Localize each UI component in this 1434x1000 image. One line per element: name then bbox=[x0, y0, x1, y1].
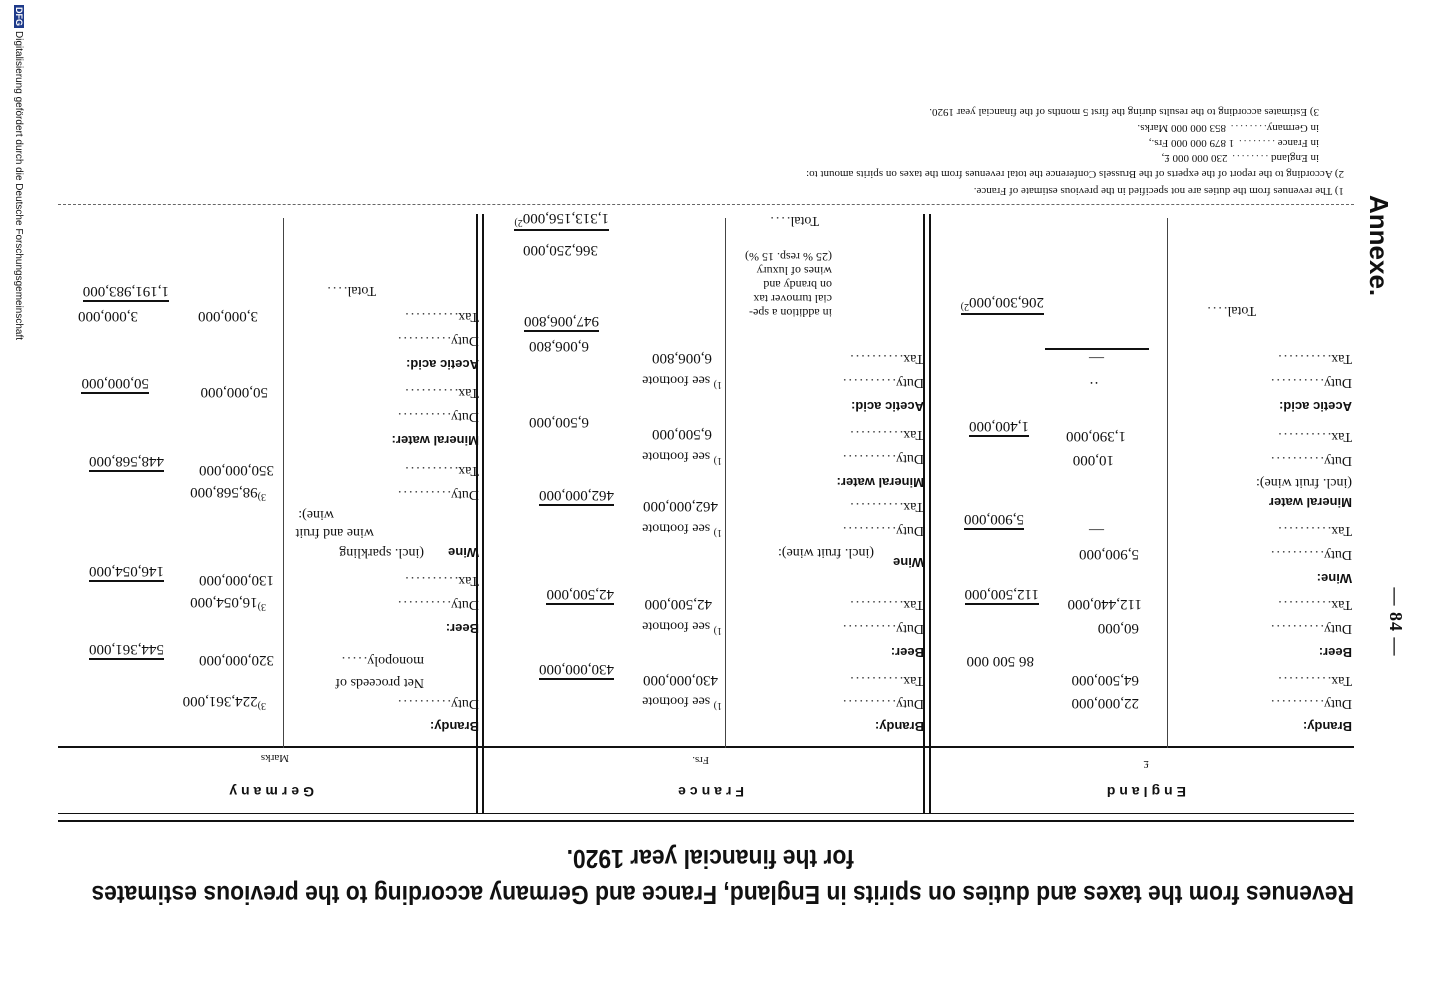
england-beer-tax: 112,440,000 bbox=[1067, 596, 1142, 612]
france-beer-total: 42,500,000 bbox=[547, 585, 615, 605]
france-wine-duty-label: Duty.......... bbox=[841, 523, 924, 538]
england-beer-label: Beer: bbox=[1318, 645, 1352, 660]
france-grand-total: 1,313,156,000$^{2)}$ bbox=[514, 209, 609, 231]
france-wine-tax-label: Tax.......... bbox=[848, 499, 924, 514]
germany-beer-duty: $^{3)}$16,054,000 bbox=[190, 594, 266, 612]
footnote-2: 2) According to the report of the experts of the Brussels Conference the total revenues from the taxes on spirits amount to: bbox=[806, 168, 1344, 180]
england-brandy-tax-label: Tax.......... bbox=[1276, 673, 1352, 688]
table-top-rule bbox=[58, 820, 1354, 822]
footnote-rule bbox=[58, 204, 1354, 205]
england-wine-tax-label: Tax.......... bbox=[1276, 523, 1352, 538]
england-beer-duty-label: Duty.......... bbox=[1269, 621, 1352, 636]
england-mineral-water-duty-label: Duty.......... bbox=[1269, 453, 1352, 468]
france-total-label: Total.... bbox=[768, 213, 819, 228]
germany-acetic-acid-tax: 3,000,000 bbox=[198, 308, 258, 324]
france-brandy-duty: $^{1)}$ see footnote bbox=[642, 693, 722, 711]
germany-mineral-water-duty-label: Duty.......... bbox=[396, 409, 479, 424]
germany-brandy-total: 544,361,000 bbox=[89, 640, 164, 660]
england-mineral-water-total: 1,400,000 bbox=[969, 417, 1029, 437]
france-addition-value: 366,250,000 bbox=[523, 242, 598, 258]
england-acetic-acid-tax-label: Tax.......... bbox=[1276, 351, 1352, 366]
france-wine-label2: (incl. fruit wine): bbox=[777, 545, 874, 560]
germany-beer-label: Beer: bbox=[445, 621, 479, 636]
france-mineral-water-total: 6,500,000 bbox=[529, 414, 589, 430]
germany-acetic-acid-tax-label: Tax.......... bbox=[403, 309, 479, 324]
england-acetic-acid-duty: ·· bbox=[1089, 374, 1099, 390]
germany-mineral-water-tax-label: Tax.......... bbox=[403, 385, 479, 400]
germany-beer-tax: 130,000,000 bbox=[199, 572, 274, 588]
germany-mineral-water-label: Mineral water: bbox=[391, 433, 479, 448]
france-wine-duty: $^{1)}$ see footnote bbox=[642, 520, 722, 538]
footnote-2-england: in England ........ 230 000 000 £, bbox=[1161, 152, 1319, 164]
france-brandy-duty-label: Duty.......... bbox=[841, 696, 924, 711]
table-top-rule-thin bbox=[58, 813, 1354, 814]
england-mineral-water-tax-label: Tax.......... bbox=[1276, 429, 1352, 444]
germany-acetic-acid-duty-label: Duty.......... bbox=[396, 333, 479, 348]
germany-wine-label: Wine bbox=[448, 545, 479, 560]
france-beer-tax: 42,500,000 bbox=[644, 596, 712, 612]
germany-beer-duty-label: Duty.......... bbox=[396, 597, 479, 612]
france-subtotal: 947,006,800 bbox=[524, 312, 599, 332]
france-acetic-acid-total: 6,006,800 bbox=[529, 338, 589, 354]
germany-brandy-duty-label: Duty.......... bbox=[396, 696, 479, 711]
france-acetic-acid-label: Acetic acid: bbox=[851, 399, 924, 414]
england-beer-total: 112,500,000 bbox=[965, 585, 1039, 605]
england-beer-tax-label: Tax.......... bbox=[1276, 597, 1352, 612]
footnote-2-france: in France ........ 1 879 000 000 Frs., bbox=[1148, 137, 1319, 149]
germany-total-label: Total.... bbox=[325, 283, 376, 298]
england-mineral-water-label2: (incl. fruit wine): bbox=[1255, 475, 1352, 490]
england-brandy-duty: 22,000,000 bbox=[1071, 695, 1139, 711]
france-wine-label: Wine bbox=[893, 555, 924, 570]
france-acetic-acid-tax: 6,006,800 bbox=[652, 350, 712, 366]
england-acetic-acid-label: Acetic acid: bbox=[1279, 399, 1352, 414]
germany-wine-duty: $^{3)}$98,568,000 bbox=[190, 484, 266, 502]
france-beer-duty: $^{1)}$ see footnote bbox=[642, 618, 722, 636]
germany-wine-tax-label: Tax.......... bbox=[403, 463, 479, 478]
germany-beer-total: 146,054,000 bbox=[89, 562, 164, 582]
digitization-notice-text: Digitalisierung gefördert durch die Deutsche Forschungsgemeinschaft bbox=[13, 31, 24, 341]
england-brandy-duty-label: Duty.......... bbox=[1269, 696, 1352, 711]
france-brandy-label: Brandy: bbox=[874, 719, 924, 734]
subcolumn-divider bbox=[1167, 218, 1168, 748]
dfg-logo: DFG bbox=[14, 7, 24, 26]
france-beer-label: Beer: bbox=[890, 645, 924, 660]
france-addition-text: in addition a spe- cial turnover tax on brandy and wines of luxury (25 % resp. 15 %) bbox=[745, 250, 832, 320]
france-beer-tax-label: Tax.......... bbox=[848, 597, 924, 612]
france-wine-total: 462,000,000 bbox=[539, 486, 614, 506]
column-unit-france: Frs. bbox=[692, 754, 709, 766]
germany-brandy-label: Brandy: bbox=[429, 719, 479, 734]
england-sum-rule bbox=[1045, 348, 1149, 350]
germany-wine-duty-label: Duty.......... bbox=[396, 487, 479, 502]
germany-acetic-acid-total: 3,000,000 bbox=[78, 308, 138, 324]
column-divider bbox=[923, 214, 931, 814]
column-header-france: France bbox=[674, 784, 744, 800]
column-header-germany: Germany bbox=[225, 784, 314, 800]
france-beer-duty-label: Duty.......... bbox=[841, 621, 924, 636]
england-acetic-acid-tax: — bbox=[1089, 350, 1104, 366]
france-mineral-water-label: Mineral water: bbox=[836, 475, 924, 490]
england-brandy-label: Brandy: bbox=[1302, 719, 1352, 734]
page-title-line2: for the financial year 1920. bbox=[566, 844, 854, 874]
england-brandy-total: 86 500 000 bbox=[966, 653, 1034, 669]
footnote-1: 1) The revenues from the duties are not specified in the previous estimate of France. bbox=[973, 185, 1344, 197]
germany-wine-label3: wine and fruit bbox=[295, 525, 374, 540]
france-brandy-tax: 430,000,000 bbox=[643, 672, 718, 688]
germany-wine-total: 448,568,000 bbox=[89, 452, 164, 472]
england-brandy-tax: 64,500,000 bbox=[1071, 672, 1139, 688]
germany-mineral-water-tax: 50,000,000 bbox=[200, 384, 268, 400]
france-brandy-total: 430,000,000 bbox=[539, 660, 614, 680]
germany-wine-label2: (incl. sparkling bbox=[339, 545, 424, 560]
germany-mineral-water-total: 50,000,000 bbox=[82, 374, 150, 394]
england-wine-total: 5,900,000 bbox=[964, 510, 1024, 530]
england-mineral-water-tax: 1,390,000 bbox=[1066, 428, 1126, 444]
germany-acetic-acid-label: Acetic acid: bbox=[406, 357, 479, 372]
column-unit-england: £ bbox=[1143, 758, 1149, 770]
germany-brandy-duty: $^{3)}$224,361,000 bbox=[182, 693, 266, 711]
footnote-2-germany: in Germany........ 853 000 000 Marks. bbox=[1137, 122, 1319, 134]
england-wine-tax: — bbox=[1089, 522, 1104, 538]
england-beer-duty: 60,000 bbox=[1097, 620, 1139, 636]
germany-brandy-tax-label2: monopoly..... bbox=[339, 653, 424, 668]
england-wine-label: Wine: bbox=[1316, 571, 1352, 586]
england-acetic-acid-duty-label: Duty.......... bbox=[1269, 375, 1352, 390]
france-mineral-water-duty-label: Duty.......... bbox=[841, 451, 924, 466]
england-wine-duty-label: Duty.......... bbox=[1269, 547, 1352, 562]
england-mineral-water-label: Mineral water bbox=[1268, 495, 1352, 510]
germany-wine-label4: wine): bbox=[298, 507, 334, 522]
page-number: — 84 — bbox=[1386, 587, 1406, 657]
digitization-notice bbox=[13, 5, 24, 405]
germany-brandy-tax-label: Net proceeds of bbox=[335, 675, 424, 690]
side-header: Annexe. bbox=[1364, 195, 1394, 297]
france-wine-tax: 462,000,000 bbox=[643, 498, 718, 514]
germany-beer-tax-label: Tax.......... bbox=[403, 573, 479, 588]
subcolumn-divider bbox=[283, 218, 284, 748]
subcolumn-divider bbox=[725, 218, 726, 748]
england-mineral-water-duty: 10,000 bbox=[1072, 452, 1114, 468]
france-acetic-acid-duty: $^{1)}$ see footnote bbox=[642, 372, 722, 390]
germany-brandy-tax: 320,000,000 bbox=[199, 652, 274, 668]
france-mineral-water-tax-label: Tax.......... bbox=[848, 427, 924, 442]
page-title: Revenues from the taxes and duties on spirits in England, France and Germany according to the previous estimates bbox=[91, 880, 1354, 910]
france-brandy-tax-label: Tax.......... bbox=[848, 673, 924, 688]
france-acetic-acid-tax-label: Tax.......... bbox=[848, 351, 924, 366]
england-wine-duty: 5,900,000 bbox=[1079, 546, 1139, 562]
england-total-label: Total.... bbox=[1205, 303, 1256, 318]
france-acetic-acid-duty-label: Duty.......... bbox=[841, 375, 924, 390]
germany-wine-tax: 350,000,000 bbox=[199, 462, 274, 478]
france-mineral-water-duty: $^{1)}$ see footnote bbox=[642, 448, 722, 466]
france-mineral-water-tax: 6,500,000 bbox=[652, 426, 712, 442]
footnote-3: 3) Estimates according to the results during the first 5 months of the financial year 1920. bbox=[929, 106, 1319, 118]
header-bottom-rule bbox=[58, 746, 1354, 748]
column-header-england: England bbox=[1102, 784, 1186, 800]
column-unit-germany: Marks bbox=[260, 752, 289, 764]
germany-grand-total: 1,191,983,000 bbox=[83, 282, 169, 302]
england-grand-total: 206,300,000$^{2)}$ bbox=[961, 293, 1044, 315]
